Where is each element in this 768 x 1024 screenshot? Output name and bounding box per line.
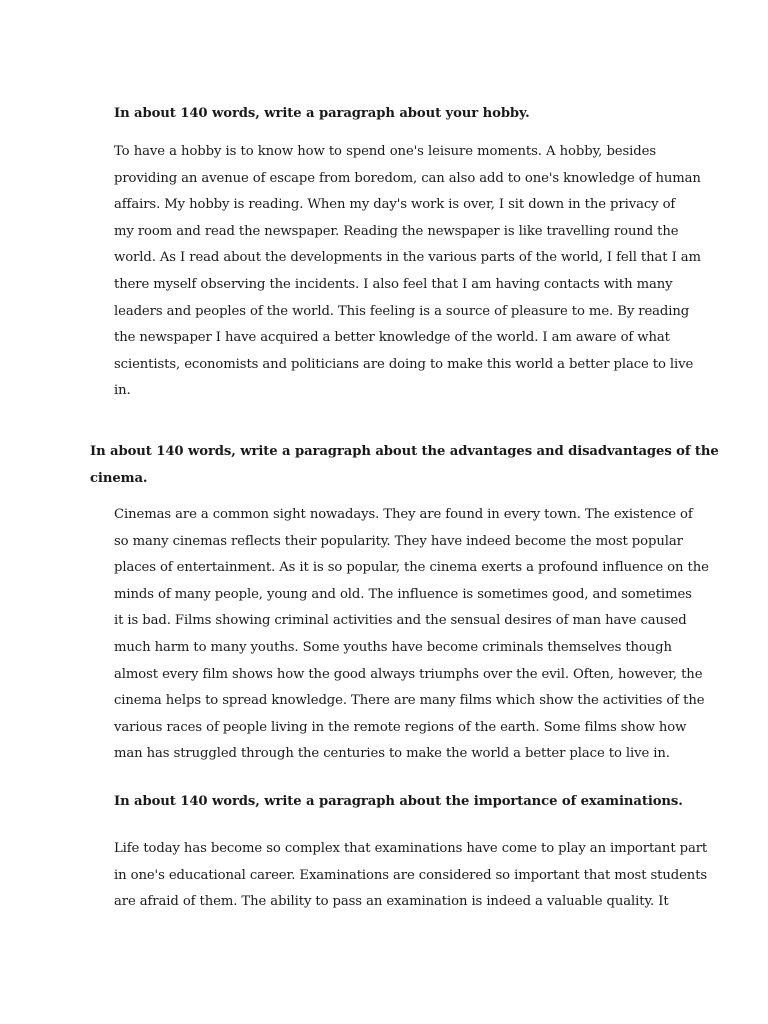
heading-line: cinema. bbox=[90, 470, 148, 486]
paragraph-line: so many cinemas reflects their popularity. They have indeed become the most popular bbox=[114, 533, 683, 549]
paragraph-line: leaders and peoples of the world. This feeling is a source of pleasure to me. By reading bbox=[114, 303, 690, 319]
heading-examinations: In about 140 words, write a paragraph about the importance of examinations. bbox=[114, 794, 683, 809]
paragraph-line: in. bbox=[114, 383, 131, 399]
paragraph-line: much harm to many youths. Some youths have become criminals themselves though bbox=[114, 639, 672, 655]
paragraph-line: places of entertainment. As it is so popular, the cinema exerts a profound influence on the bbox=[114, 560, 709, 576]
paragraph-examinations bbox=[114, 836, 708, 916]
heading-line: In about 140 words, write a paragraph about the advantages and disadvantages of the bbox=[90, 444, 719, 459]
heading-cinema bbox=[90, 439, 719, 492]
paragraph-hobby bbox=[114, 139, 701, 405]
paragraph-line: To have a hobby is to know how to spend one's leisure moments. A hobby, besides bbox=[114, 144, 656, 159]
paragraph-line: man has struggled through the centuries to make the world a better place to live in. bbox=[114, 746, 670, 762]
paragraph-line: it is bad. Films showing criminal activities and the sensual desires of man have caused bbox=[114, 613, 687, 629]
paragraph-line: various races of people living in the remote regions of the earth. Some films show how bbox=[114, 719, 687, 735]
paragraph-line: my room and read the newspaper. Reading the newspaper is like travelling round the bbox=[114, 223, 679, 239]
paragraph-line: are afraid of them. The ability to pass an examination is indeed a valuable quality. It bbox=[114, 894, 669, 910]
paragraph-cinema bbox=[114, 502, 709, 768]
paragraph-line: minds of many people, young and old. The influence is sometimes good, and sometimes bbox=[114, 586, 692, 602]
paragraph-line: Life today has become so complex that examinations have come to play an important part bbox=[114, 841, 708, 856]
paragraph-line: the newspaper I have acquired a better knowledge of the world. I am aware of what bbox=[114, 330, 670, 346]
paragraph-line: in one's educational career. Examinations are considered so important that most students bbox=[114, 867, 708, 883]
paragraph-line: affairs. My hobby is reading. When my day's work is over, I sit down in the privacy of bbox=[114, 197, 676, 213]
paragraph-line: scientists, economists and politicians are doing to make this world a better place to live bbox=[114, 356, 694, 372]
paragraph-line: there myself observing the incidents. I also feel that I am having contacts with many bbox=[114, 276, 673, 292]
heading-hobby: In about 140 words, write a paragraph about your hobby. bbox=[114, 106, 530, 121]
paragraph-line: Cinemas are a common sight nowadays. They are found in every town. The existence of bbox=[114, 507, 693, 522]
paragraph-line: almost every film shows how the good always triumphs over the evil. Often, however, the bbox=[114, 666, 703, 682]
paragraph-line: cinema helps to spread knowledge. There are many films which show the activities of the bbox=[114, 693, 705, 709]
paragraph-line: providing an avenue of escape from boredom, can also add to one's knowledge of human bbox=[114, 170, 701, 186]
paragraph-line: world. As I read about the developments in the various parts of the world, I fell that I am bbox=[114, 250, 701, 266]
